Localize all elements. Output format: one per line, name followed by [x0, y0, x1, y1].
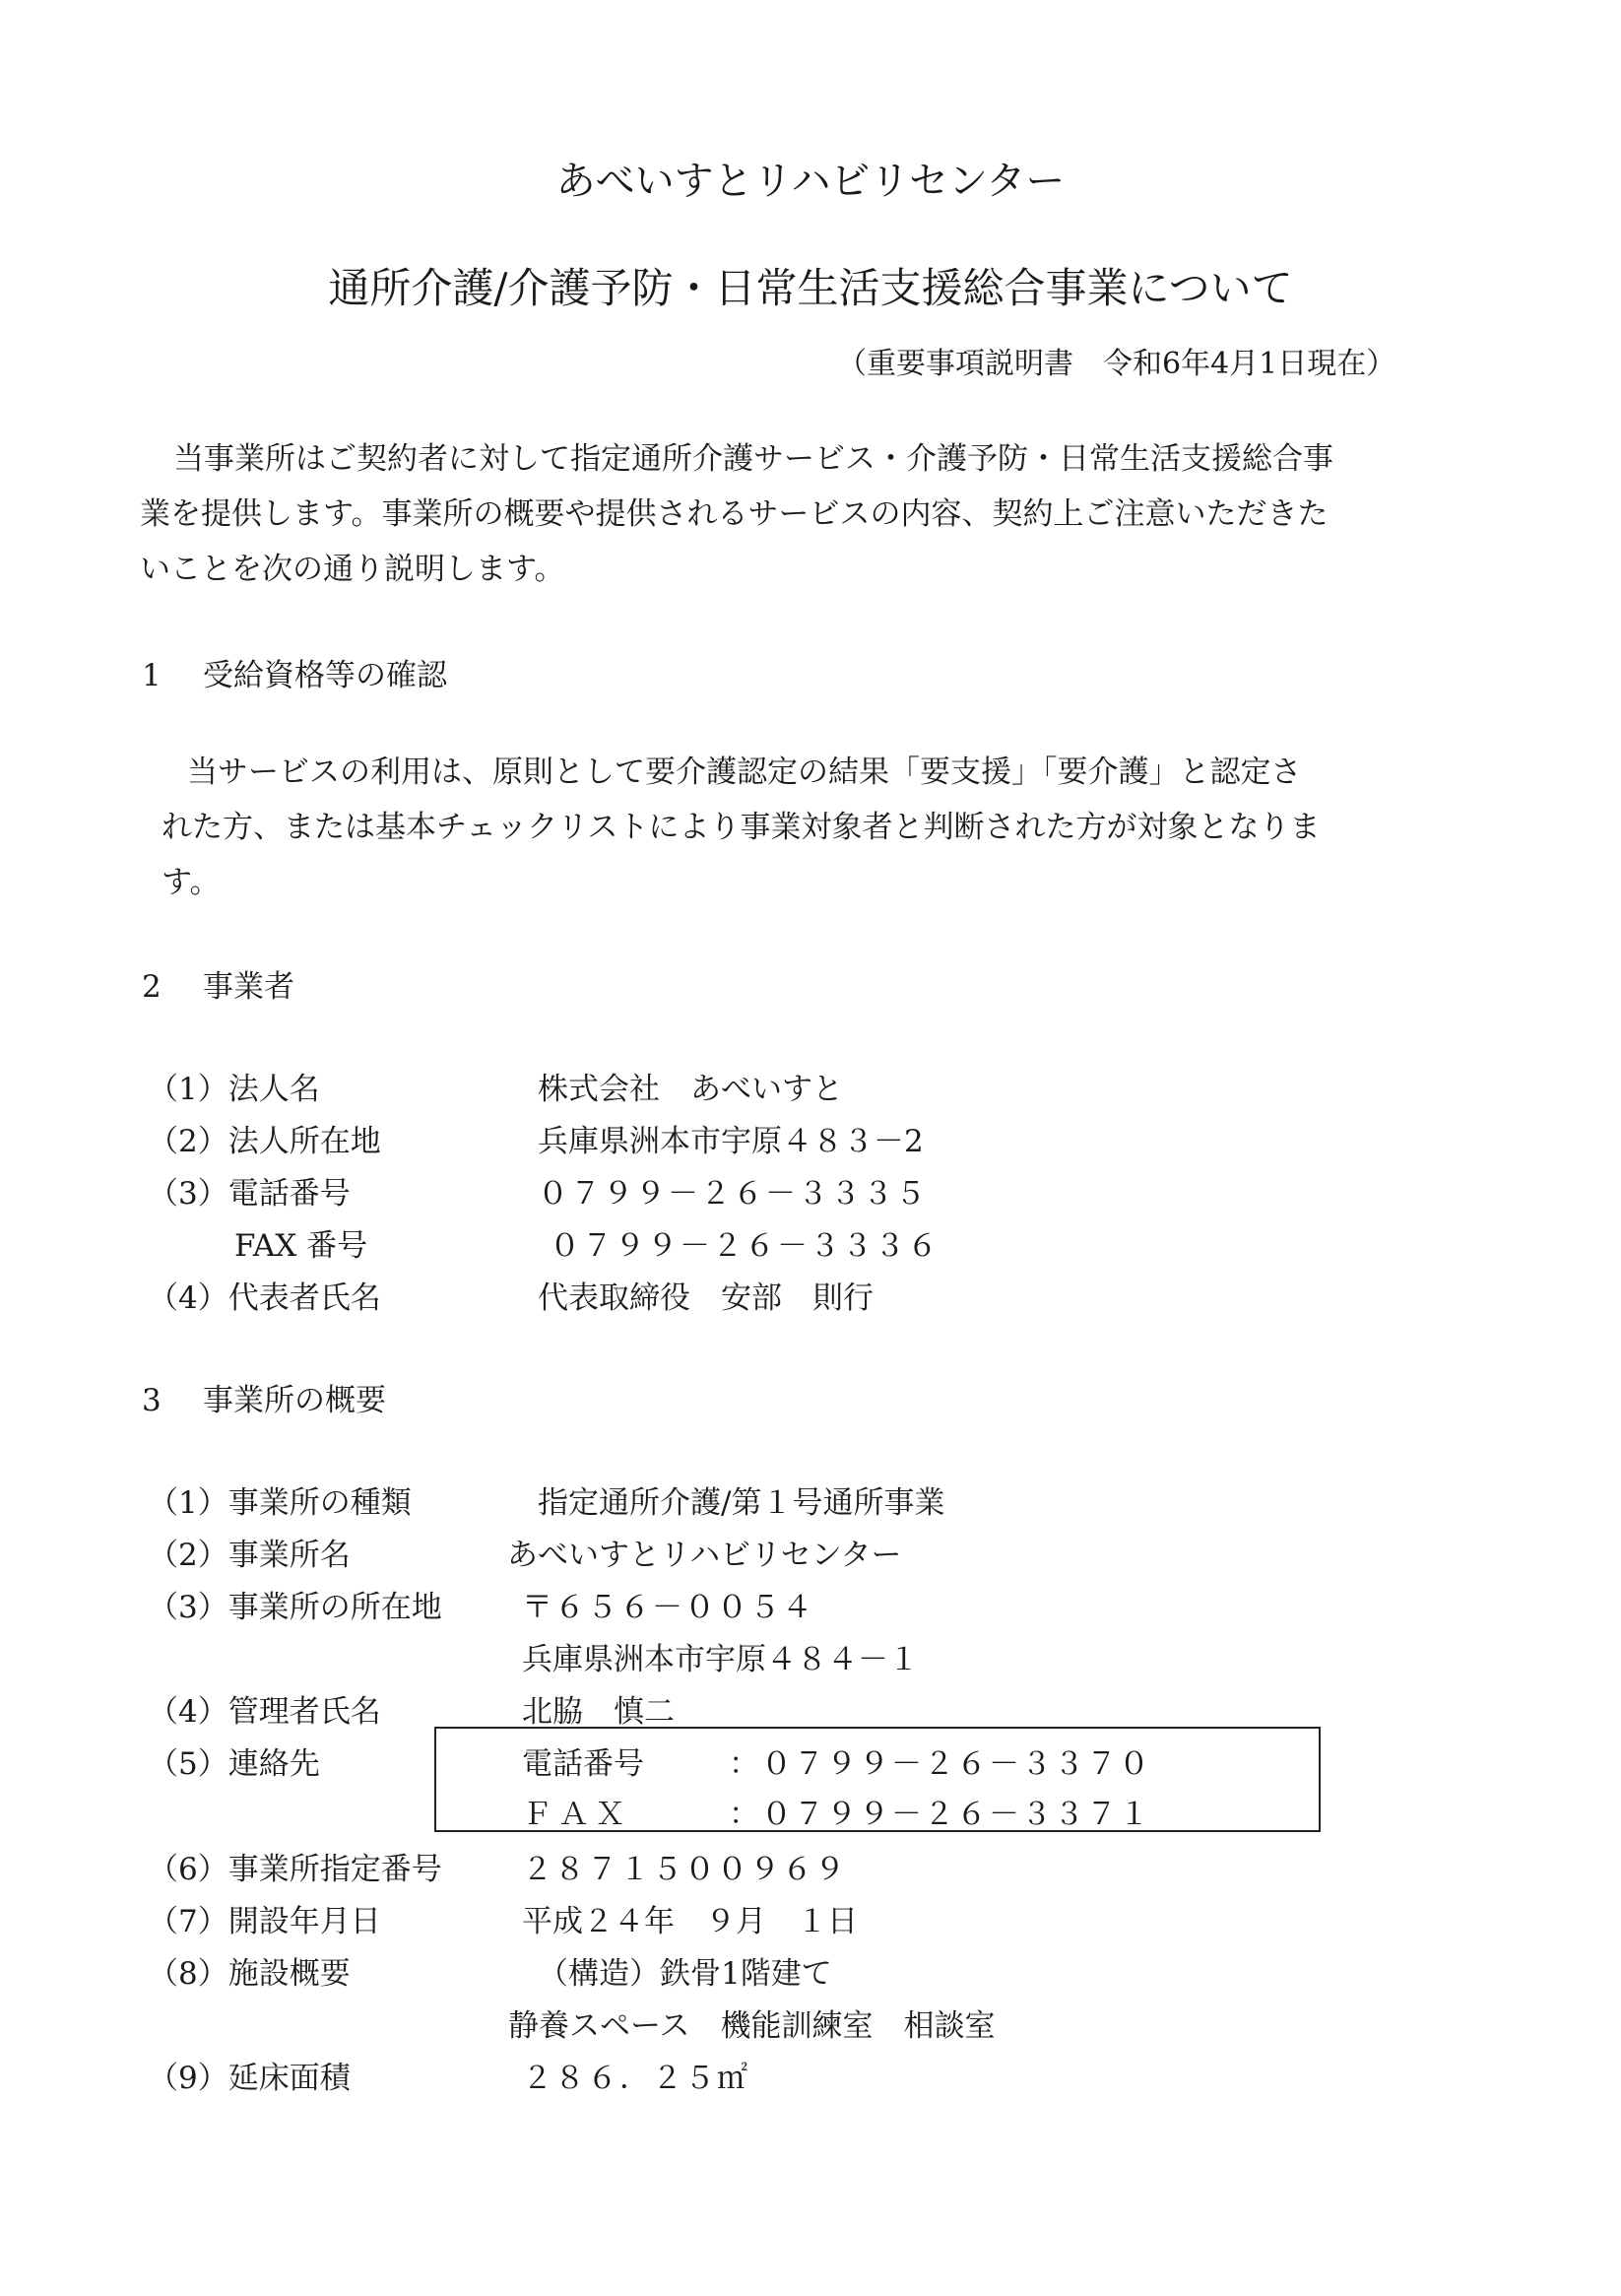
s3-contact-tel-value: ：０７９９－２６－３３７０ [729, 1746, 1151, 1782]
center-name: あべいすとリハビリセンター [555, 159, 1066, 204]
section3-heading [142, 1375, 386, 1419]
s3-postal-value: 〒６５６－００５４ [522, 1590, 814, 1625]
s3-type-value: 指定通所介護/第１号通所事業 [538, 1485, 945, 1521]
s3-area-value: ２８６．２５㎡ [522, 2061, 749, 2096]
section1-heading [142, 650, 447, 694]
s3-contact-tel-label: 電話番号 [522, 1746, 644, 1782]
s2-corp-address-label: （2）法人所在地 [148, 1124, 381, 1159]
document-subtitle: （重要事項説明書 令和6年4月1日現在） [837, 347, 1396, 381]
intro-line-1: 当事業所はご契約者に対して指定通所介護サービス・介護予防・日常生活支援総合事 [173, 441, 1333, 477]
s3-designation-label: （6）事業所指定番号 [148, 1852, 442, 1887]
intro-line-2: 業を提供します。事業所の概要や提供されるサービスの内容、契約上ご注意いただきた [140, 496, 1329, 532]
s2-fax-label: FAX 番号 [234, 1228, 368, 1264]
s2-representative-label: （4）代表者氏名 [148, 1280, 381, 1316]
s3-contact-fax-label: ＦＡＸ [522, 1797, 631, 1832]
s2-phone-label: （3）電話番号 [148, 1176, 351, 1212]
s3-facility-label: （8）施設概要 [148, 1956, 351, 1992]
s3-facility-rooms: 静養スペース 機能訓練室 相談室 [508, 2008, 996, 2044]
section3-title: 事業所の概要 [203, 1383, 386, 1418]
s3-facility-value: （構造）鉄骨1階建て [538, 1956, 832, 1992]
s3-name-label: （2）事業所名 [148, 1538, 351, 1573]
s3-manager-value: 北脇 慎二 [522, 1694, 675, 1730]
section2-title: 事業者 [203, 969, 294, 1005]
s3-address-value: 兵庫県洲本市宇原４８４－１ [522, 1642, 919, 1677]
s2-representative-value: 代表取締役 安部 則行 [538, 1280, 874, 1316]
section2-heading [142, 961, 294, 1006]
s2-corp-name-value: 株式会社 あべいすと [538, 1072, 843, 1107]
s2-corp-name-label: （1）法人名 [148, 1072, 320, 1107]
section1-line-2: れた方、または基本チェックリストにより事業対象者と判断された方が対象となりま [162, 810, 1321, 845]
s3-address-label: （3）事業所の所在地 [148, 1590, 442, 1625]
section3-number: 3 [142, 1383, 162, 1418]
s3-name-value: あべいすとリハビリセンター [507, 1538, 902, 1573]
document-title: 通所介護/介護予防・日常生活支援総合事業について [328, 264, 1293, 312]
s2-corp-address-value: 兵庫県洲本市宇原４８３－2 [538, 1124, 924, 1159]
section1-number: 1 [142, 658, 162, 693]
section2-number: 2 [142, 969, 162, 1005]
s2-fax-value: ０７９９－２６－３３３６ [550, 1228, 940, 1264]
s3-manager-label: （4）管理者氏名 [148, 1694, 381, 1730]
section1-line-3: す。 [162, 865, 221, 900]
section1-line-1: 当サービスの利用は、原則として要介護認定の結果「要支援」「要介護」と認定さ [187, 754, 1302, 790]
s3-opened-label: （7）開設年月日 [148, 1904, 381, 1939]
intro-line-3: いことを次の通り説明します。 [140, 552, 565, 587]
s2-phone-value: ０７９９－２６－３３３５ [538, 1176, 928, 1212]
s3-designation-value: ２８７１５００９６９ [522, 1852, 847, 1887]
s3-type-label: （1）事業所の種類 [148, 1485, 412, 1521]
s3-opened-value: 平成２４年 ９月 １日 [522, 1904, 858, 1939]
section1-title: 受給資格等の確認 [203, 658, 447, 693]
s3-contact-label: （5）連絡先 [148, 1746, 320, 1782]
s3-area-label: （9）延床面積 [148, 2061, 351, 2096]
s3-contact-fax-value: ：０７９９－２６－３３７１ [729, 1797, 1151, 1832]
